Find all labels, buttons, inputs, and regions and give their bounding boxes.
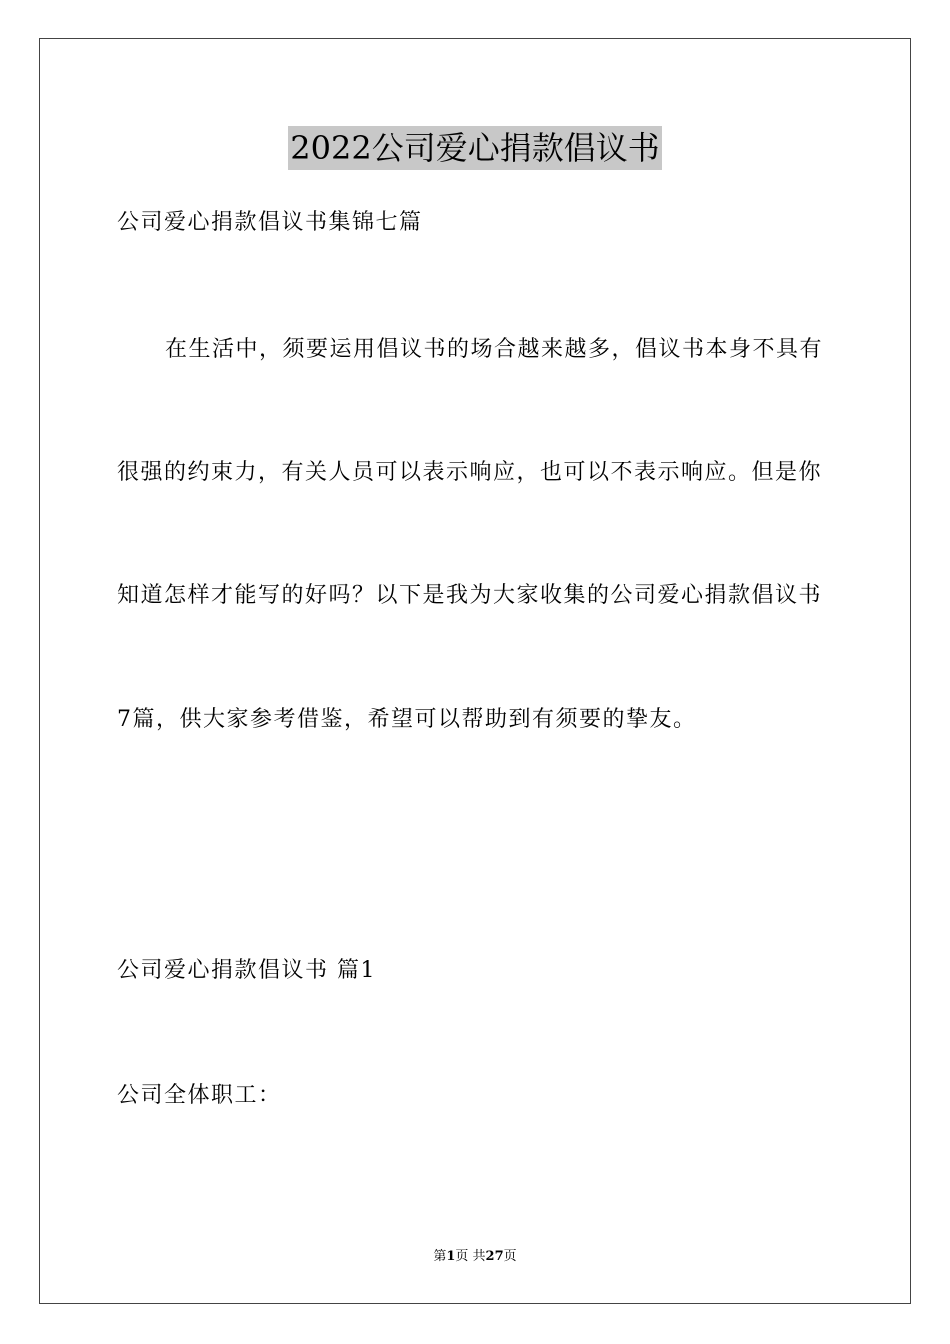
footer-page-number: 1: [446, 1249, 456, 1264]
paragraph-line-3: 知道怎样才能写的好吗？以下是我为大家收集的公司爱心捐款倡议书: [117, 583, 823, 608]
footer-total-pages: 27: [485, 1249, 504, 1264]
paragraph-line-1: 在生活中，须要运用倡议书的场合越来越多，倡议书本身不具有: [165, 337, 824, 362]
document-title: 2022公司爱心捐款倡议书: [288, 126, 661, 170]
footer-page-mid: 页 共: [455, 1249, 486, 1264]
footer-page-suffix: 页: [503, 1249, 517, 1264]
page-footer: [0, 1248, 950, 1266]
paragraph-line-2: 很强的约束力，有关人员可以表示响应，也可以不表示响应。但是你: [117, 460, 823, 485]
salutation: 公司全体职工：: [117, 1083, 282, 1108]
section-heading: 公司爱心捐款倡议书 篇1: [117, 958, 376, 983]
paragraph-line-4: 7篇，供大家参考借鉴，希望可以帮助到有须要的挚友。: [117, 707, 697, 732]
title-container: [0, 126, 950, 170]
document-subtitle: 公司爱心捐款倡议书集锦七篇: [117, 210, 423, 235]
footer-page-prefix: 第: [433, 1249, 447, 1264]
